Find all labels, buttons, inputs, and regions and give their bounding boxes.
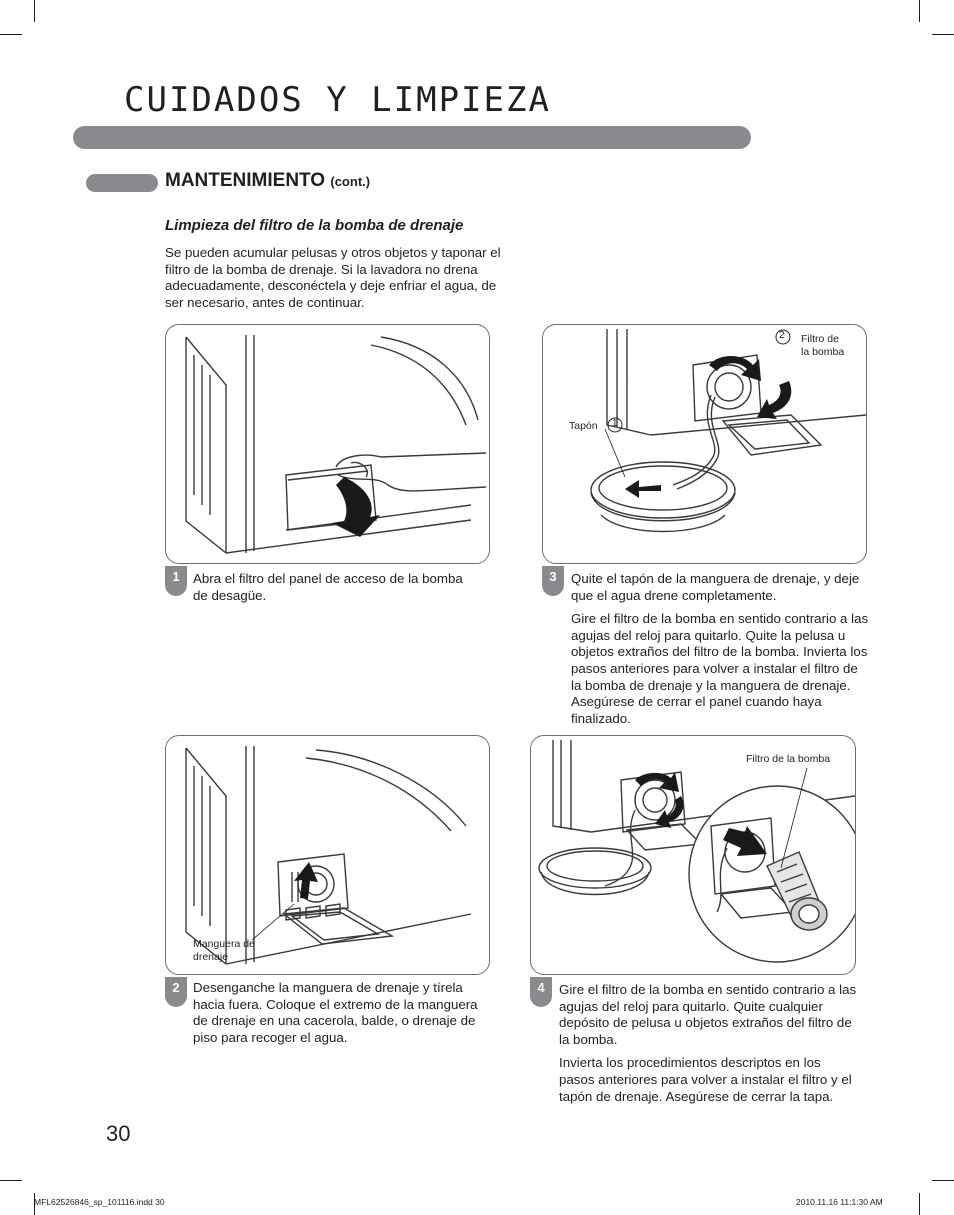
step-badge-2: 2 <box>165 977 187 1007</box>
step-text-2 <box>193 980 493 1053</box>
step-badge-4: 4 <box>530 977 552 1007</box>
crop-mark <box>919 0 920 22</box>
crop-mark <box>919 1193 920 1215</box>
intro-paragraph: Se pueden acumular pelusas y otros objetos y taponar el filtro de la bomba de drenaje. Si la lavadora no drena adecuadamente, desconéctela y deje enfriar el agua, de ser necesario, antes de continuar. <box>165 245 501 310</box>
step-text-3 <box>571 571 871 734</box>
section-title-text: MANTENIMIENTO <box>165 170 326 191</box>
crop-mark <box>34 0 35 22</box>
section-title <box>165 170 370 192</box>
step-badge-1: 1 <box>165 566 187 596</box>
section-cont: (cont.) <box>330 174 371 189</box>
step-text-4 <box>559 982 859 1112</box>
crop-mark <box>0 1180 22 1181</box>
label-tapon: Tapón <box>569 420 598 432</box>
step-2-paragraph: Desenganche la manguera de drenaje y tírela hacia fuera. Coloque el extremo de la manguera de drenaje en una cacerola, balde, o drenaje de piso para recoger el agua. <box>193 980 478 1045</box>
illustration-step-1 <box>165 324 490 564</box>
step-4-paragraph-2: Invierta los procedimientos descriptos en los pasos anteriores para volver a instalar el filtro y el tapón de drenaje. Asegúrese de cerrar la tapa. <box>559 1055 852 1104</box>
step-3-paragraph-1: Quite el tapón de la manguera de drenaje, y deje que el agua drene completamente. <box>571 571 860 603</box>
footer-file: MFL62526846_sp_101116.indd 30 <box>34 1197 165 1207</box>
label-circle-1: 1 <box>612 418 618 429</box>
step-4-paragraph-1: Gire el filtro de la bomba en sentido contrario a las agujas del reloj para quitarlo. Quite cualquier depósito de pelusa u objetos extraños del filtro de la bomba. <box>559 982 857 1047</box>
step-3-paragraph-2: Gire el filtro de la bomba en sentido contrario a las agujas del reloj para quitarlo. Quite la pelusa u objetos extraños del filtro de la bomba. Invierta los pasos anteriores para volver a instalar el filtro de la bomba de drenaje y la manguera de drenaje. Asegúrese de cerrar el panel cuando haya finalizado. <box>571 611 869 726</box>
step-1-paragraph: Abra el filtro del panel de acceso de la bomba de desagüe. <box>193 571 463 603</box>
illustration-step-3 <box>542 324 867 564</box>
subsection-title: Limpieza del filtro de la bomba de drenaje <box>165 217 464 234</box>
step-text-1 <box>193 571 478 611</box>
page-title: CUIDADOS Y LIMPIEZA <box>124 80 551 120</box>
label-manguera: Manguera de drenaje <box>193 938 255 963</box>
crop-mark <box>932 1180 954 1181</box>
crop-mark <box>0 34 22 35</box>
label-filtro-bomba-4: Filtro de la bomba <box>746 753 831 765</box>
illustration-step-2 <box>165 735 490 975</box>
section-pill <box>86 174 158 192</box>
footer-timestamp: 2010.11.16 11:1:30 AM <box>796 1197 883 1207</box>
illustration-step-4 <box>530 735 856 975</box>
page-number: 30 <box>106 1121 131 1146</box>
crop-mark <box>932 34 954 35</box>
title-bar <box>73 126 751 149</box>
label-circle-2: 2 <box>779 330 785 341</box>
step-badge-3: 3 <box>542 566 564 596</box>
label-filtro-bomba: Filtro de la bomba <box>801 333 845 358</box>
